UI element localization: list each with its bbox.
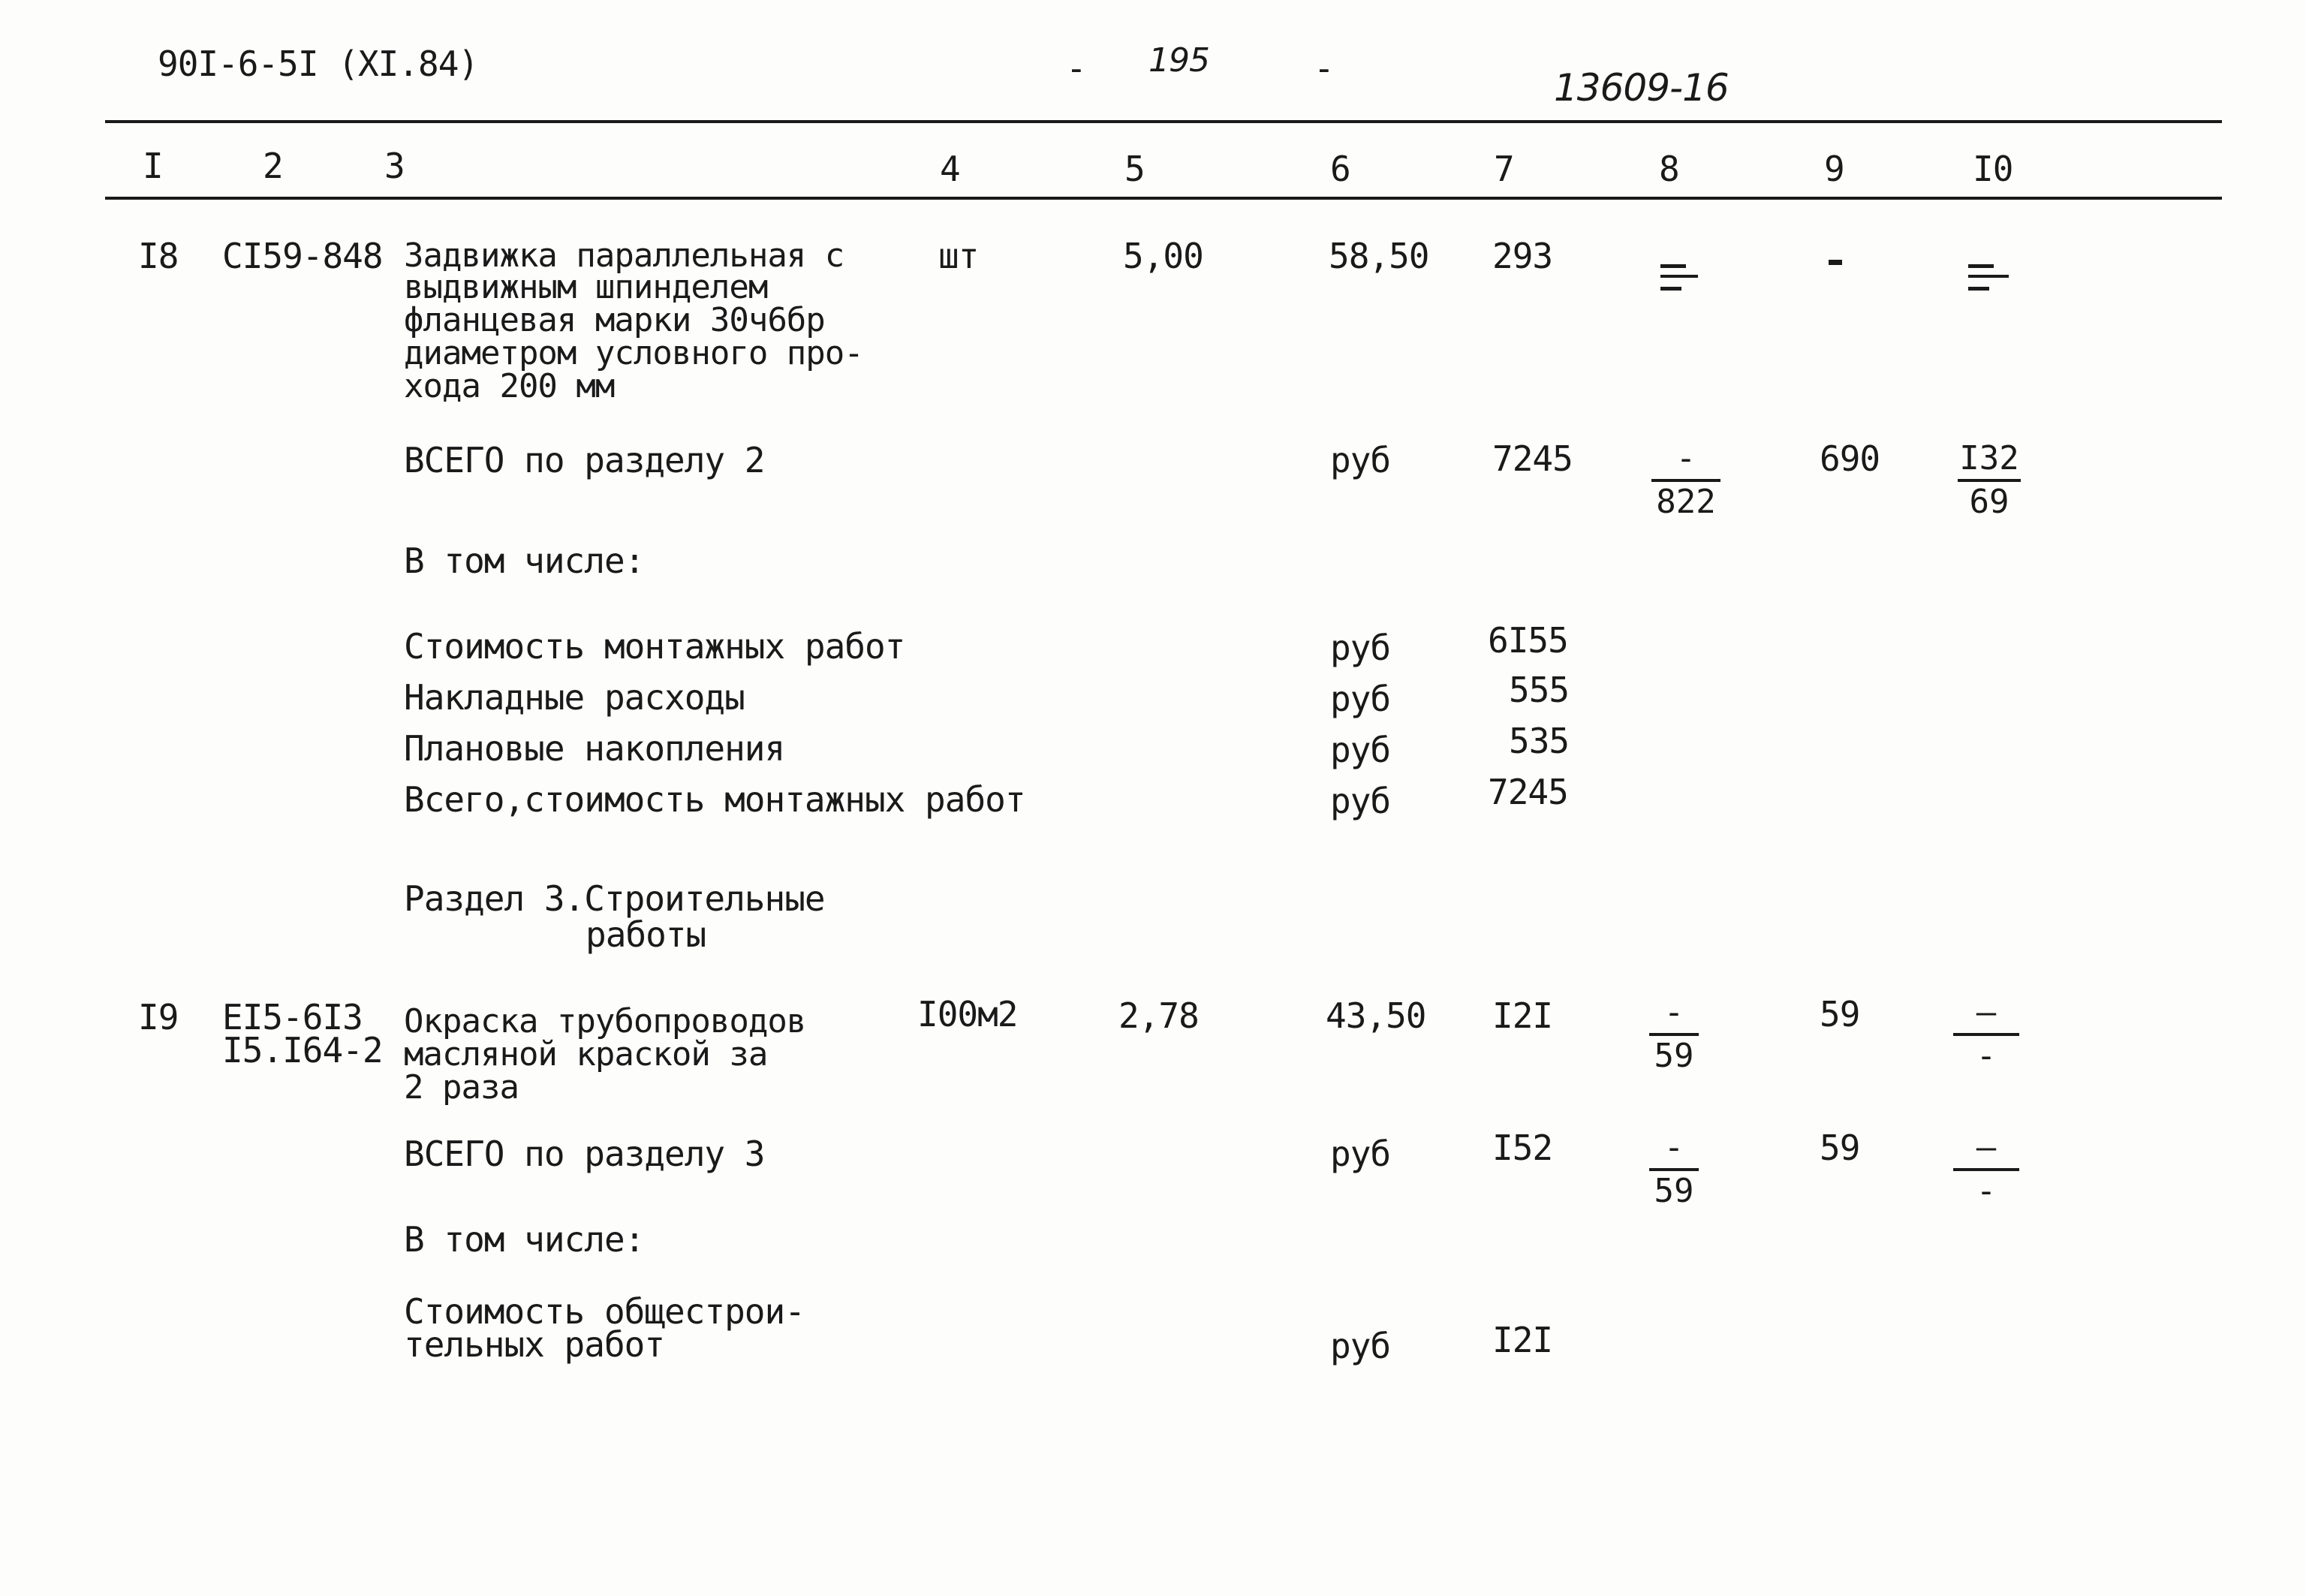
col-4: 4: [940, 149, 960, 189]
quantity: 5,00: [1123, 236, 1203, 276]
unit: I00м2: [917, 994, 1018, 1034]
breakdown-unit: руб: [1330, 679, 1391, 719]
unit: руб: [1330, 440, 1391, 480]
col8-fraction: [1636, 995, 1711, 1074]
col9-value: 690: [1820, 438, 1880, 479]
price-code: EI5-6I3: [222, 997, 363, 1037]
col10-empty-mark: [1968, 287, 1989, 291]
col8-empty-mark: [1660, 287, 1681, 291]
page-number: 195: [1148, 41, 1209, 80]
fraction-bottom: 59: [1654, 1037, 1694, 1075]
quantity: 2,78: [1118, 995, 1199, 1036]
row-description-line: выдвижным шпинделем: [404, 268, 768, 306]
fraction-top: I32: [1959, 439, 2019, 477]
fraction-top: -: [1663, 993, 1684, 1031]
row-number: I9: [138, 997, 179, 1037]
col9-value: 59: [1820, 994, 1860, 1034]
total-label: ВСЕГО по разделу 2: [404, 440, 765, 480]
header-dash-right: -: [1314, 48, 1334, 89]
breakdown-value: 555: [1509, 670, 1570, 710]
col10-fraction: [1952, 441, 2027, 519]
fraction-top: —: [1976, 993, 1997, 1031]
fraction-bottom: -: [1976, 1172, 1997, 1210]
fraction-bottom: 822: [1656, 483, 1716, 521]
col-6: 6: [1330, 149, 1350, 189]
col10-empty-mark: [1968, 264, 1994, 268]
archive-number: 13609-16: [1554, 66, 1729, 110]
col8-empty-mark: [1660, 264, 1686, 268]
row-number: I8: [138, 236, 179, 276]
price-code: CI59-848: [222, 236, 383, 276]
unit-price: 58,50: [1329, 236, 1429, 276]
unit: шт: [938, 236, 979, 276]
col-2: 2: [263, 146, 283, 186]
breakdown-unit: руб: [1330, 730, 1391, 770]
breakdown-label: Накладные расходы: [404, 677, 745, 718]
total-cost: 293: [1492, 236, 1553, 276]
including-label: В том числе:: [404, 1219, 645, 1260]
breakdown-unit: руб: [1330, 781, 1391, 821]
fraction-bar: [1953, 1033, 2019, 1036]
col9-value: 59: [1820, 1128, 1860, 1168]
breakdown-unit: руб: [1330, 628, 1391, 668]
fraction-bar: [1649, 1168, 1699, 1171]
section-3-title: Раздел 3.Строительные: [404, 878, 825, 919]
fraction-top: -: [1663, 1128, 1684, 1167]
col-8: 8: [1659, 149, 1679, 189]
breakdown-label: Всего,стоимость монтажных работ: [404, 779, 1025, 820]
breakdown-value: 535: [1509, 721, 1570, 761]
col8-empty-mark: [1660, 275, 1698, 278]
col-9: 9: [1824, 149, 1844, 189]
fraction-bar: [1649, 1033, 1699, 1036]
fraction-top: -: [1675, 439, 1696, 477]
unit: руб: [1330, 1326, 1391, 1366]
total-cost: I2I: [1492, 995, 1553, 1036]
fraction-bar: [1651, 479, 1720, 482]
fraction-bottom: -: [1976, 1037, 1997, 1075]
col8-fraction: [1648, 441, 1723, 519]
col10-fraction: [1949, 1128, 2024, 1210]
col-7: 7: [1494, 149, 1514, 189]
breakdown-value: 7245: [1488, 772, 1568, 812]
breakdown-label: Стоимость монтажных работ: [404, 626, 905, 667]
top-rule: [105, 120, 2222, 123]
unit: руб: [1330, 1134, 1391, 1174]
col8-fraction: [1636, 1128, 1711, 1210]
col9-empty-mark: [1829, 260, 1842, 265]
col-3: 3: [384, 146, 405, 186]
header-rule: [105, 197, 2222, 200]
section-3-title-cont: работы: [586, 914, 706, 955]
document-code: 90I-6-5I (XI.84): [158, 44, 479, 84]
row-description-line: Окраска трубопроводов: [404, 1002, 806, 1040]
total-cost: 7245: [1492, 438, 1573, 479]
col-5: 5: [1124, 149, 1145, 189]
fraction-top: —: [1976, 1128, 1997, 1167]
breakdown-value: 6I55: [1488, 620, 1568, 661]
header-dash-left: -: [1066, 48, 1086, 89]
price-code: I5.I64-2: [222, 1030, 383, 1071]
including-label: В том числе:: [404, 541, 645, 581]
total-label: ВСЕГО по разделу 3: [404, 1134, 765, 1174]
row-description-line: хода 200 мм: [404, 367, 615, 405]
fraction-bar: [1953, 1168, 2019, 1171]
row-description-line: диаметром условного про-: [404, 334, 863, 372]
total-cost: I2I: [1492, 1320, 1553, 1360]
row-description-line: Задвижка параллельная с: [404, 236, 844, 275]
row-description-line: масляной краской за: [404, 1035, 768, 1074]
col10-empty-mark: [1968, 275, 2009, 278]
general-label-line: тельных работ: [404, 1324, 665, 1365]
breakdown-label: Плановые накопления: [404, 728, 785, 769]
general-label-line: Стоимость общестрои-: [404, 1291, 805, 1332]
col-10: I0: [1973, 149, 2013, 189]
row-description-line: 2 раза: [404, 1068, 519, 1107]
row-description-line: фланцевая марки 30ч6бр: [404, 301, 825, 339]
fraction-bar: [1958, 479, 2021, 482]
fraction-bottom: 69: [1969, 483, 2009, 521]
fraction-bottom: 59: [1654, 1172, 1694, 1210]
unit-price: 43,50: [1326, 995, 1426, 1036]
col-1: I: [143, 146, 163, 186]
total-cost: I52: [1492, 1128, 1553, 1168]
col10-fraction: [1949, 995, 2024, 1074]
